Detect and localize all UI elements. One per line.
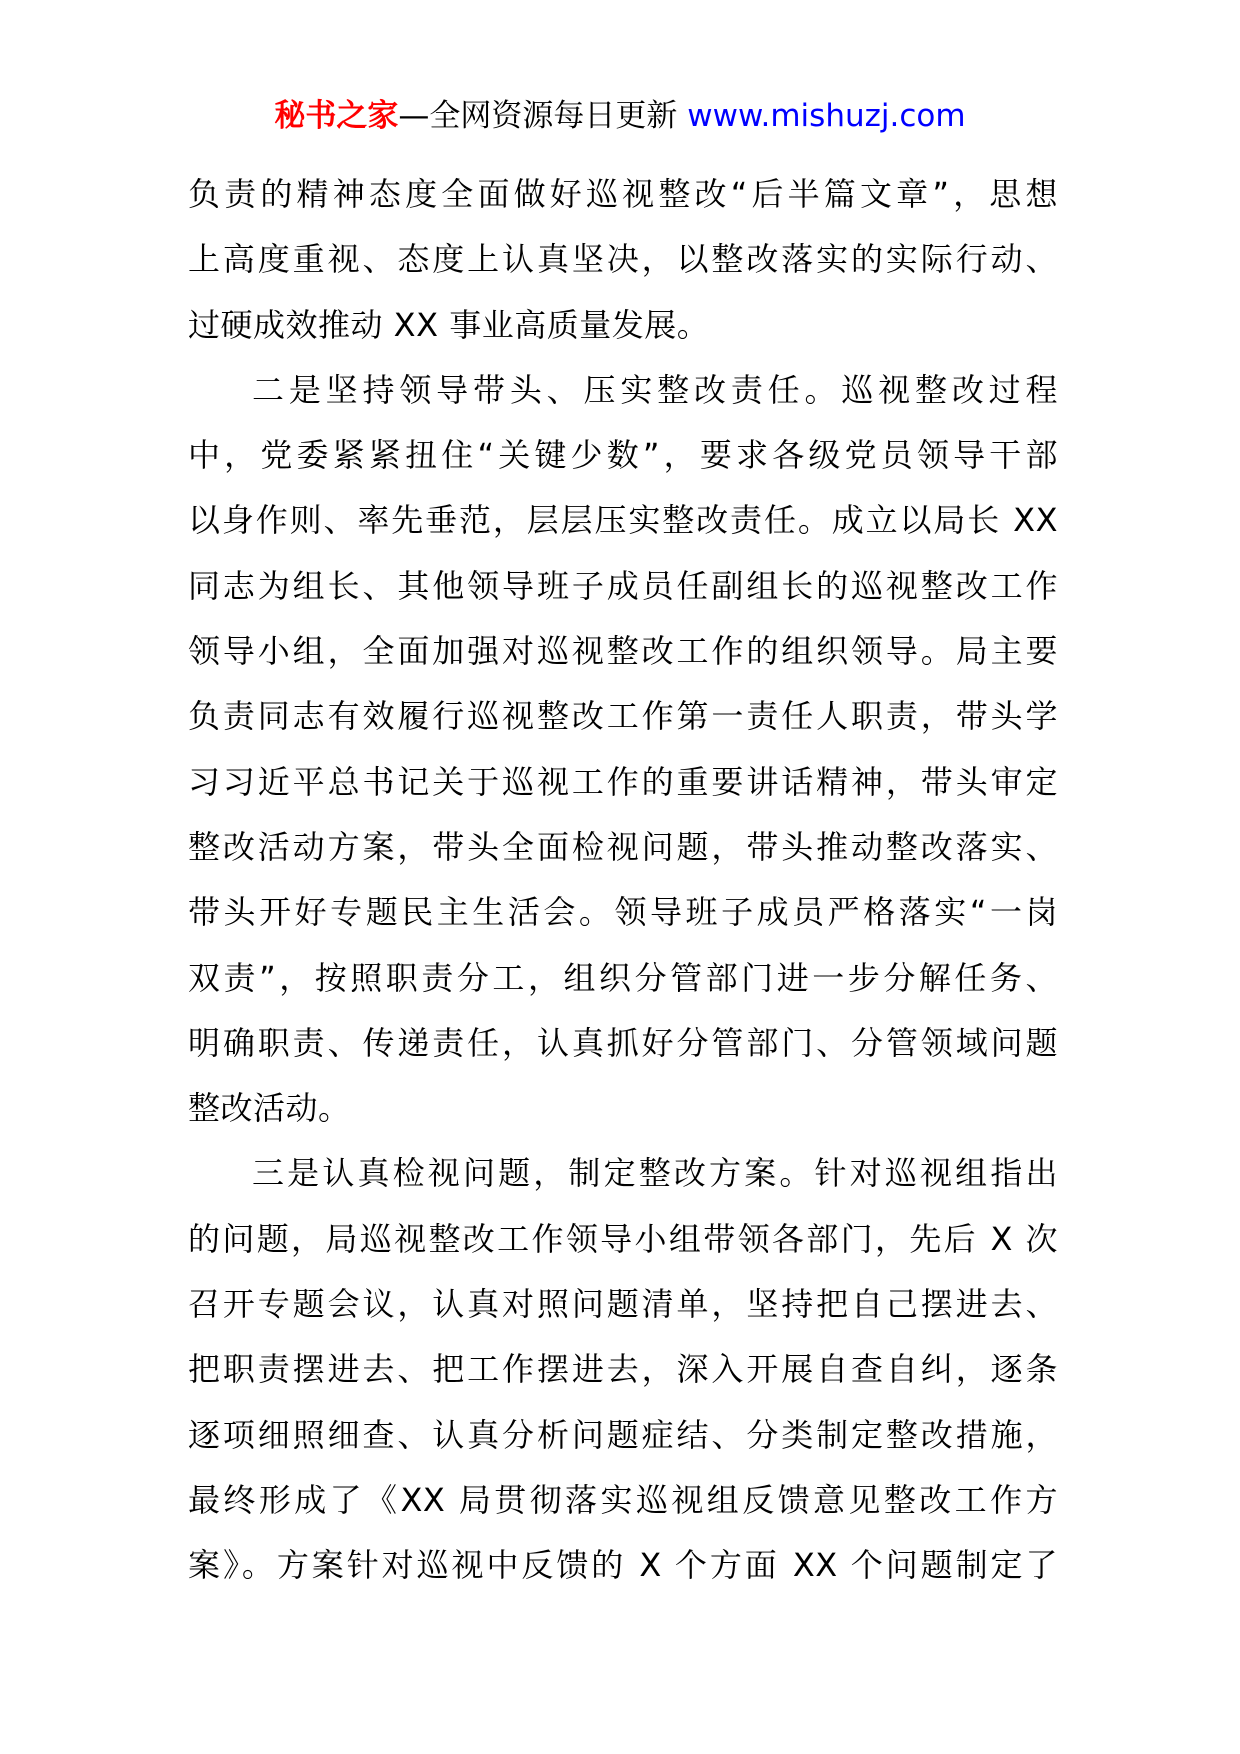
- text-line: 整改活动。: [188, 1089, 351, 1128]
- site-header: [0, 96, 1240, 136]
- text-line: 中，党委紧紧扭住“关键少数”，要求各级党员领导干部: [188, 436, 1058, 475]
- text-line: 领导小组，全面加强对巡视整改工作的组织领导。局主要: [188, 632, 1058, 671]
- paragraph-start-line: 三是认真检视问题，制定整改方案。针对巡视组指出: [252, 1154, 1058, 1193]
- paragraph-start-line: 二是坚持领导带头、压实整改责任。巡视整改过程: [252, 370, 1058, 409]
- site-brand: 秘书之家: [274, 98, 399, 134]
- text-line: 带头开好专题民主生活会。领导班子成员严格落实“一岗: [188, 893, 1058, 932]
- text-line: 整改活动方案，带头全面检视问题，带头推动整改落实、: [188, 827, 1058, 866]
- text-line: 上高度重视、态度上认真坚决，以整改落实的实际行动、: [188, 240, 1058, 279]
- text-line: 过硬成效推动 XX 事业高质量发展。: [188, 305, 710, 344]
- text-line: 最终形成了《XX 局贯彻落实巡视组反馈意见整改工作方: [188, 1480, 1058, 1519]
- text-line: 负责同志有效履行巡视整改工作第一责任人职责，带头学: [188, 697, 1058, 736]
- text-line: 案》。方案针对巡视中反馈的 X 个方面 XX 个问题制定了: [188, 1546, 1058, 1585]
- document-body: [188, 162, 1058, 1599]
- text-line: 双责”，按照职责分工，组织分管部门进一步分解任务、: [188, 958, 1058, 997]
- text-line: 负责的精神态度全面做好巡视整改“后半篇文章”，思想: [188, 175, 1058, 213]
- text-line: 召开专题会议，认真对照问题清单，坚持把自己摆进去、: [188, 1285, 1058, 1324]
- text-line: 逐项细照细查、认真分析问题症结、分类制定整改措施，: [188, 1415, 1058, 1454]
- text-line: 的问题，局巡视整改工作领导小组带领各部门，先后 X 次: [188, 1219, 1058, 1258]
- site-slogan: —全网资源每日更新: [398, 98, 688, 134]
- text-line: 以身作则、率先垂范，层层压实整改责任。成立以局长 XX: [188, 501, 1058, 540]
- site-url-link[interactable]: www.mishuzj.com: [687, 98, 966, 134]
- text-line: 明确职责、传递责任，认真抓好分管部门、分管领域问题: [188, 1023, 1058, 1062]
- text-line: 习习近平总书记关于巡视工作的重要讲话精神，带头审定: [188, 762, 1058, 801]
- text-line: 同志为组长、其他领导班子成员任副组长的巡视整改工作: [188, 566, 1058, 605]
- text-line: 把职责摆进去、把工作摆进去，深入开展自查自纠，逐条: [188, 1350, 1058, 1389]
